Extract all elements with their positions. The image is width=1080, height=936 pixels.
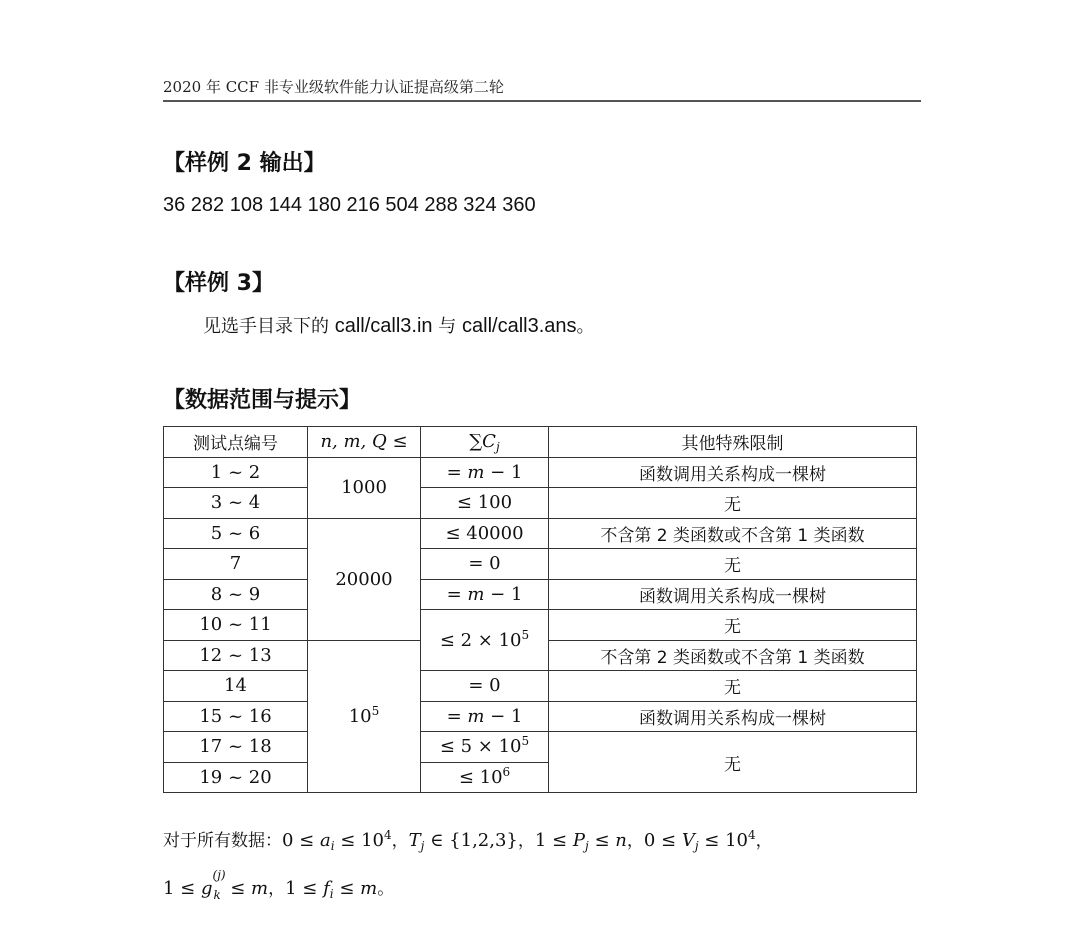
- table-row: [164, 457, 917, 488]
- header-n-m-q: n, m, Q ≤: [308, 427, 421, 458]
- other-limit-cell: 无: [549, 671, 917, 702]
- sample3-text-b: 与: [432, 316, 463, 337]
- test-id-cell: 3 ~ 4: [164, 488, 308, 519]
- n-limit-cell: 1000: [308, 457, 421, 518]
- test-id-cell: 1 ~ 2: [164, 457, 308, 488]
- n-limit-cell: 20000: [308, 518, 421, 640]
- other-limit-cell: 不含第 2 类函数或不含第 1 类函数: [549, 518, 917, 549]
- test-id-cell: 10 ~ 11: [164, 610, 308, 641]
- sample3-file-ans: call/call3.ans: [462, 315, 577, 337]
- other-limit-cell: 不含第 2 类函数或不含第 1 类函数: [549, 640, 917, 671]
- test-id-cell: 8 ~ 9: [164, 579, 308, 610]
- test-id-cell: 12 ~ 13: [164, 640, 308, 671]
- sum-limit-cell: = m − 1: [421, 457, 549, 488]
- table-row: [164, 610, 917, 641]
- test-id-cell: 7: [164, 549, 308, 580]
- sample2-output-values: 36 282 108 144 180 216 504 288 324 360: [163, 194, 536, 216]
- table-row: [164, 579, 917, 610]
- other-limit-cell: 无: [549, 488, 917, 519]
- data-range-heading: 【数据范围与提示】: [163, 388, 362, 413]
- sample3-text-a: 见选手目录下的: [203, 316, 335, 337]
- test-id-cell: 5 ~ 6: [164, 518, 308, 549]
- sum-limit-cell: ≤ 100: [421, 488, 549, 519]
- sum-limit-cell: ≤ $2 \times 10^5$: [421, 610, 549, 671]
- n-limit-cell: $10^5$: [308, 640, 421, 793]
- other-limit-cell: 无: [549, 732, 917, 793]
- other-limit-cell: 函数调用关系构成一棵树: [549, 701, 917, 732]
- table-row: [164, 701, 917, 732]
- test-id-cell: 17 ~ 18: [164, 732, 308, 763]
- other-limit-cell: 函数调用关系构成一棵树: [549, 457, 917, 488]
- sample3-file-in: call/call3.in: [334, 315, 433, 337]
- header-test-id: 测试点编号: [164, 427, 308, 458]
- table-row: [164, 518, 917, 549]
- table-row: [164, 488, 917, 519]
- sum-limit-cell: = m − 1: [421, 701, 549, 732]
- sum-limit-cell: = 0: [421, 671, 549, 702]
- sum-limit-cell: ≤ $5 \times 10^5$: [421, 732, 549, 763]
- sum-limit-cell: = m − 1: [421, 579, 549, 610]
- table-row: [164, 732, 917, 763]
- test-id-cell: 19 ~ 20: [164, 762, 308, 793]
- constraints-line-2: 1 ≤ g (j) k ≤ m，$1 \le f_i \le m$。: [163, 868, 395, 902]
- sum-limit-cell: = 0: [421, 549, 549, 580]
- test-id-cell: 14: [164, 671, 308, 702]
- page-header: [163, 76, 921, 102]
- table-header-row: [164, 427, 917, 458]
- sum-limit-cell: ≤ $10^6$: [421, 762, 549, 793]
- test-id-cell: 15 ~ 16: [164, 701, 308, 732]
- other-limit-cell: 函数调用关系构成一棵树: [549, 579, 917, 610]
- header-sum-c: $\sum C_j$: [421, 427, 549, 458]
- header-title: 2020 年 CCF 非专业级软件能力认证提高级第二轮: [163, 78, 504, 96]
- other-limit-cell: 无: [549, 610, 917, 641]
- data-range-table: [163, 426, 917, 793]
- sum-limit-cell: ≤ 40000: [421, 518, 549, 549]
- constraints-lead: 对于所有数据：: [163, 831, 282, 851]
- header-other-limits: 其他特殊限制: [549, 427, 917, 458]
- other-limit-cell: 无: [549, 549, 917, 580]
- table-row: [164, 671, 917, 702]
- sample3-text-c: 。: [576, 316, 595, 337]
- sample3-text: [203, 312, 595, 338]
- sample3-heading: 【样例 3】: [163, 271, 274, 296]
- table-row: [164, 549, 917, 580]
- constraints-line-1: 对于所有数据：$0 \le a_i \le 10^4$，$T_j$ ∈ {1,2,3}，$1 \le P_j \le n$，$0 \le V_j \le 10^4$，: [163, 828, 773, 853]
- sample2-output-heading: 【样例 2 输出】: [163, 151, 326, 176]
